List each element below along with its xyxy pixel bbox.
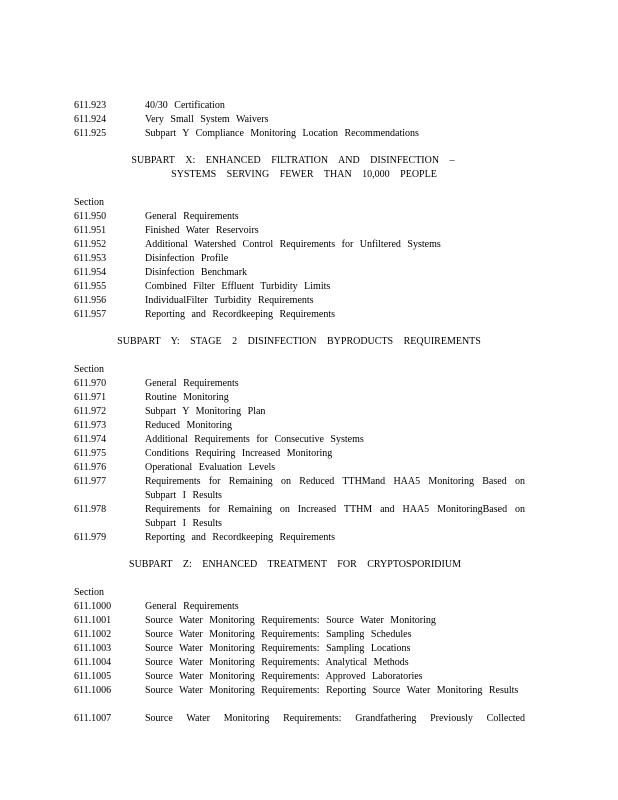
section-title: Reporting and Recordkeeping Requirements <box>145 532 336 543</box>
section-title: IndividualFilter Turbidity Requirements <box>145 295 314 306</box>
section-number: 611.1003 <box>74 643 112 654</box>
section-number: 611.1006 <box>74 685 112 696</box>
section-number: 611.970 <box>74 378 107 389</box>
subpart-heading: SUBPART X: ENHANCED FILTRATION AND DISINFECTION – <box>131 155 455 166</box>
section-title: Reduced Monitoring <box>145 420 233 431</box>
section-title: General Requirements <box>145 601 239 612</box>
section-number: 611.924 <box>74 114 107 125</box>
section-title: Subpart Y Monitoring Plan <box>145 406 266 417</box>
section-number: 611.953 <box>74 253 107 264</box>
section-title: Routine Monitoring <box>145 392 229 403</box>
section-title: Subpart Y Compliance Monitoring Location Recommendations <box>145 128 419 139</box>
section-title: Source Water Monitoring Requirements: Analytical Methods <box>145 657 409 668</box>
section-number: 611.1001 <box>74 615 112 626</box>
section-title: Disinfection Profile <box>145 253 229 264</box>
subpart-heading: SUBPART Z: ENHANCED TREATMENT FOR CRYPTOSPORIDIUM <box>129 559 461 570</box>
section-number: 611.1000 <box>74 601 112 612</box>
subpart-heading: SYSTEMS SERVING FEWER THAN 10,000 PEOPLE <box>171 169 437 180</box>
section-number: 611.978 <box>74 504 107 515</box>
section-title: Finished Water Reservoirs <box>145 225 259 236</box>
section-number: 611.951 <box>74 225 107 236</box>
section-title: Combined Filter Effluent Turbidity Limits <box>145 281 331 292</box>
section-number: 611.925 <box>74 128 107 139</box>
section-title: Reporting and Recordkeeping Requirements <box>145 309 336 320</box>
section-number: 611.979 <box>74 532 107 543</box>
section-number: 611.1007 <box>74 713 112 724</box>
section-number: 611.956 <box>74 295 107 306</box>
section-title: Source Water Monitoring Requirements: Sampling Schedules <box>145 629 412 640</box>
section-label: Section <box>74 364 104 375</box>
section-title: General Requirements <box>145 211 239 222</box>
section-title: Source Water Monitoring Requirements: Approved Laboratories <box>145 671 423 682</box>
section-number: 611.1002 <box>74 629 112 640</box>
section-title: Additional Watershed Control Requirements for Unfiltered Systems <box>145 239 441 250</box>
section-title: Source Water Monitoring Requirements: Reporting Source Water Monitoring Results <box>145 685 519 696</box>
section-number: 611.975 <box>74 448 107 459</box>
subpart-heading: SUBPART Y: STAGE 2 DISINFECTION BYPRODUCTS REQUIREMENTS <box>117 336 481 347</box>
section-number: 611.977 <box>74 476 107 487</box>
section-title: Operational Evaluation Levels <box>145 462 276 473</box>
section-title: Source Water Monitoring Requirements: Grandfathering Previously Collected <box>145 713 525 724</box>
section-number: 611.976 <box>74 462 107 473</box>
section-title: Additional Requirements for Consecutive Systems <box>145 434 364 445</box>
section-title: Source Water Monitoring Requirements: Source Water Monitoring <box>145 615 436 626</box>
section-number: 611.1004 <box>74 657 112 668</box>
section-number: 611.973 <box>74 420 107 431</box>
section-label: Section <box>74 197 104 208</box>
section-number: 611.971 <box>74 392 107 403</box>
section-number: 611.974 <box>74 434 107 445</box>
section-title: Requirements for Remaining on Increased TTHM and HAA5 MonitoringBased on Subpart I Results <box>145 504 525 529</box>
section-number: 611.955 <box>74 281 107 292</box>
section-number: 611.1005 <box>74 671 112 682</box>
section-title: Requirements for Remaining on Reduced TTHMand HAA5 Monitoring Based on Subpart I Results <box>145 476 525 501</box>
section-title: Very Small System Waivers <box>145 114 269 125</box>
section-number: 611.950 <box>74 211 107 222</box>
section-title: Conditions Requiring Increased Monitoring <box>145 448 333 459</box>
section-number: 611.954 <box>74 267 107 278</box>
section-title: Disinfection Benchmark <box>145 267 248 278</box>
section-title: Source Water Monitoring Requirements: Sampling Locations <box>145 643 411 654</box>
section-label: Section <box>74 587 104 598</box>
section-title: 40/30 Certification <box>145 100 225 111</box>
section-title: General Requirements <box>145 378 239 389</box>
section-number: 611.923 <box>74 100 107 111</box>
section-number: 611.957 <box>74 309 107 320</box>
section-number: 611.952 <box>74 239 107 250</box>
section-number: 611.972 <box>74 406 107 417</box>
